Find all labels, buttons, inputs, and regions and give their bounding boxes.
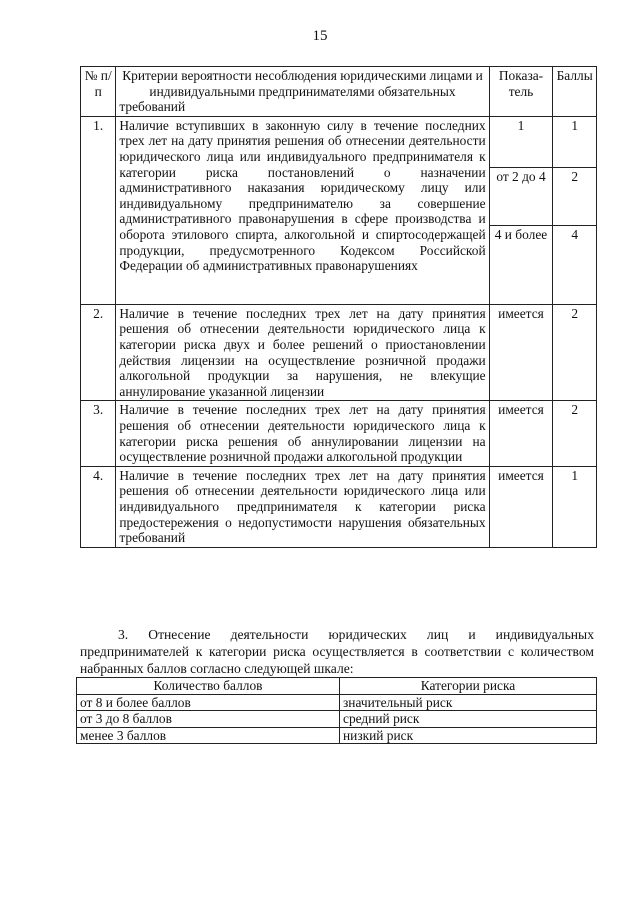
criterion-text: Наличие вступивших в законную силу в течение последних трех лет на дату принятия решения об отнесении деятельности юридического лица или индивидуального предпринимателя к категории риска постановлений о назначении административного наказания юридическому лицу или индивидуальному предпринимателю за совершение административного правонарушения в сфере производства и оборота этилового спирта, алкогольной и спиртосодержащей продукции, предусмотренного Кодексом Российской Федерации об административных правонарушениях bbox=[116, 116, 489, 304]
row-number: 2. bbox=[81, 304, 116, 401]
header-score: Количество баллов bbox=[77, 678, 340, 695]
paragraph-3: 3. Отнесение деятельности юридических лиц и индивидуальных предпринимателей к категории риска осуществляется в соответствии с количеством набранных баллов согласно следующей шкале: bbox=[80, 627, 594, 676]
risk-category: средний риск bbox=[340, 711, 597, 728]
risk-category: значительный риск bbox=[340, 694, 597, 711]
criterion-text: Наличие в течение последних трех лет на дату принятия решения об отнесении деятельности юридического лица или индивидуального предпринимателя к категории риска предостережения о недопустимости нарушения обязательных требований bbox=[116, 466, 489, 547]
header-criteria: Критерии вероятности несоблюдения юридическими лицами и индивидуальными предпринимателями обязательных требований bbox=[116, 67, 489, 117]
header-number: № п/п bbox=[81, 67, 116, 117]
criterion-text: Наличие в течение последних трех лет на дату принятия решения об отнесении деятельности юридического лица к категории риска двух и более решений о приостановлении действия лицензии на осуществление розничной продажи алкогольной продукции за нарушения, не влекущие аннулирование указанной лицензии bbox=[116, 304, 489, 401]
table-row bbox=[81, 401, 597, 466]
header-points: Баллы bbox=[553, 67, 597, 117]
indicator-value: 4 и более bbox=[489, 225, 553, 304]
table-row bbox=[77, 711, 597, 728]
points-value: 1 bbox=[553, 466, 597, 547]
score-range: от 3 до 8 баллов bbox=[77, 711, 340, 728]
table-row bbox=[81, 304, 597, 401]
row-number: 1. bbox=[81, 116, 116, 304]
points-value: 2 bbox=[553, 304, 597, 401]
risk-category: низкий риск bbox=[340, 727, 597, 744]
risk-criteria-table bbox=[80, 66, 597, 548]
points-value: 2 bbox=[553, 167, 597, 225]
table-row bbox=[77, 694, 597, 711]
page-number: 15 bbox=[312, 28, 328, 44]
risk-scale-table bbox=[76, 677, 597, 744]
header-indicator: Показа-тель bbox=[489, 67, 553, 117]
score-range: менее 3 баллов bbox=[77, 727, 340, 744]
indicator-value: имеется bbox=[489, 466, 553, 547]
score-range: от 8 и более баллов bbox=[77, 694, 340, 711]
indicator-value: имеется bbox=[489, 401, 553, 466]
row-number: 4. bbox=[81, 466, 116, 547]
points-value: 4 bbox=[553, 225, 597, 304]
points-value: 2 bbox=[553, 401, 597, 466]
criteria-table-header-row bbox=[81, 67, 597, 117]
header-risk-category: Категории риска bbox=[340, 678, 597, 695]
indicator-value: от 2 до 4 bbox=[489, 167, 553, 225]
points-value: 1 bbox=[553, 116, 597, 167]
indicator-value: 1 bbox=[489, 116, 553, 167]
indicator-value: имеется bbox=[489, 304, 553, 401]
table-row bbox=[81, 116, 597, 167]
table-row bbox=[81, 466, 597, 547]
row-number: 3. bbox=[81, 401, 116, 466]
criterion-text: Наличие в течение последних трех лет на дату принятия решения об отнесении деятельности юридического лица к категории риска решения об аннулировании лицензии на осуществление розничной продажи алкогольной продукции bbox=[116, 401, 489, 466]
scale-table-header-row bbox=[77, 678, 597, 695]
table-row bbox=[77, 727, 597, 744]
